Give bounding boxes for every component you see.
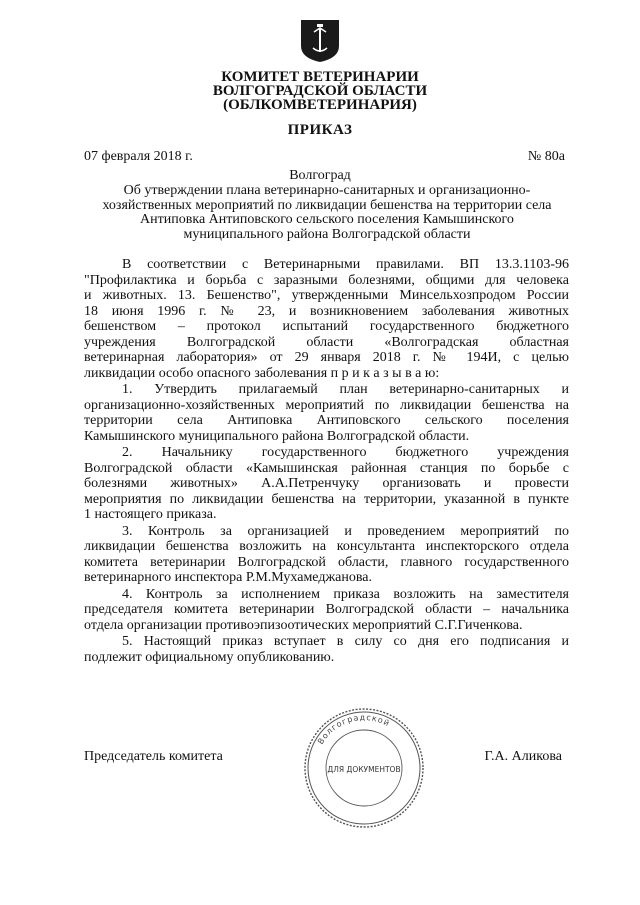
order-date: 07 февраля 2018 г. [84, 149, 193, 164]
text-line: ветеринарного инспектора Р.М.Мухамеджанова. [84, 570, 372, 585]
header-line-3: (ОБЛКОМВЕТЕРИНАРИЯ) [223, 97, 417, 113]
text-line: Камышинского муниципального района Волгоградской области. [84, 428, 470, 444]
text-line: председателя комитета ветеринарии Волгоградской области – начальника [84, 602, 569, 617]
text-line: мероприятия по ликвидации бешенства на территории, указанной в пункте [84, 491, 569, 507]
header-line-2: ВОЛГОГРАДСКОЙ ОБЛАСТИ [212, 83, 428, 99]
text-line: 18 июня 1996 г. № 23, и возникновением заболевания животных [84, 303, 569, 319]
coat-of-arms-emblem [299, 18, 341, 64]
subject-line: муниципального района Волгоградской области [183, 226, 471, 242]
text-line: ликвидации особо опасного заболевания п р и к а з ы в а ю: [84, 365, 440, 381]
text-line: 4. Контроль за исполнением приказа возложить на заместителя [122, 586, 569, 602]
order-city: Волгоград [289, 168, 351, 183]
order-subject [90, 184, 564, 242]
text-line: ликвидации бешенства возложить на консультанта инспекторского отдела [84, 539, 569, 554]
clause-1-paragraph [84, 382, 569, 444]
text-line: 3. Контроль за организацией и проведением мероприятий по [122, 523, 569, 539]
text-line: ветеринарная лаборатория» от 29 января 2018 г. № 194И, с целью [84, 350, 569, 365]
order-body [84, 257, 569, 666]
text-line: 1. Утвердить прилагаемый план ветеринарно-санитарных и [122, 382, 569, 397]
subject-line: Об утверждении плана ветеринарно-санитарных и организационно- [123, 183, 531, 198]
clause-4-paragraph [84, 587, 569, 634]
text-line: территории села Антиповка Антиповского сельского поселения [84, 413, 569, 428]
text-line: "Профилактика и борьба с заразными болезнями, общими для человека [84, 272, 569, 288]
clause-2-paragraph [84, 445, 569, 523]
text-line: 2. Начальнику государственного бюджетного учреждения [122, 445, 569, 460]
subject-line: Антиповка Антиповского сельского поселения Камышинского [140, 212, 514, 227]
signatory-role: Председатель комитета [84, 749, 223, 764]
text-line: отдела организации противоэпизоотических мероприятий С.Г.Гиченкова. [84, 617, 523, 633]
clause-5-paragraph [84, 634, 569, 665]
preamble-paragraph [84, 257, 569, 381]
text-line: В соответствии с Ветеринарными правилами. ВП 13.3.1103-96 [122, 257, 569, 272]
stamp-outer-text: Волгоградской [315, 712, 392, 746]
text-line: учреждения Волгоградской области «Волгоградская областная [84, 334, 569, 350]
official-stamp [302, 706, 426, 830]
text-line: комитета ветеринарии Волгоградской области, главного государственного [84, 554, 569, 570]
text-line: 1 настоящего приказа. [84, 507, 217, 522]
text-line: подлежит официальному опубликованию. [84, 649, 335, 665]
text-line: организационно-хозяйственных мероприятий по ликвидации бешенства на [84, 397, 569, 413]
text-line: Волгоградской области «Камышинская районная станция по борьбе с [84, 460, 569, 476]
text-line: 5. Настоящий приказ вступает в силу со дня его подписания и [122, 634, 569, 649]
header-line-1: КОМИТЕТ ВЕТЕРИНАРИИ [221, 69, 419, 85]
stamp-center-text: ДЛЯ ДОКУМЕНТОВ [327, 765, 401, 774]
text-line: и животных. 13. Бешенство", утвержденными Минсельхозпродом России [84, 288, 569, 303]
text-line: болезнями животных» А.А.Петренчуку организовать и провести [84, 476, 569, 491]
text-line: бешенством – протокол испытаний государственного бюджетного [84, 319, 569, 334]
order-title: ПРИКАЗ [287, 122, 353, 138]
signatory-name: Г.А. Аликова [484, 749, 562, 764]
subject-line: хозяйственных мероприятий по ликвидации бешенства на территории села [102, 197, 552, 213]
order-number: № 80а [527, 149, 565, 164]
svg-text:Волгоградской [316, 713, 392, 746]
clause-3-paragraph [84, 524, 569, 586]
